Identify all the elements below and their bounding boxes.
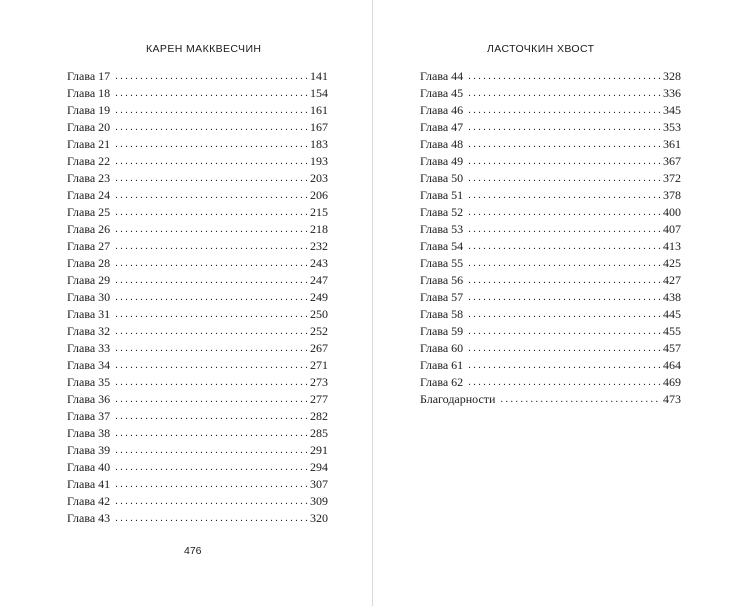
toc-entry-title: Глава 41 (67, 477, 111, 491)
dot-leader (115, 136, 308, 153)
toc-entry (67, 476, 328, 493)
toc-entry-title: Глава 45 (420, 86, 464, 100)
toc-entry (67, 221, 328, 238)
toc-entry (420, 68, 681, 85)
toc-entry-page-number: 353 (663, 120, 681, 134)
toc-entry-page-number: 250 (310, 307, 328, 321)
toc-entry-title: Глава 40 (67, 460, 111, 474)
toc-entry-page-number: 400 (663, 205, 681, 219)
dot-leader (115, 408, 308, 425)
toc-entry (67, 153, 328, 170)
toc-entry-title: Глава 19 (67, 103, 111, 117)
toc-entry (420, 255, 681, 272)
table-of-contents-left (67, 68, 328, 527)
toc-entry-page-number: 215 (310, 205, 328, 219)
toc-entry-title: Глава 47 (420, 120, 464, 134)
page-number: 476 (184, 545, 202, 557)
dot-leader (468, 340, 661, 357)
toc-entry-page-number: 252 (310, 324, 328, 338)
toc-entry-page-number: 249 (310, 290, 328, 304)
toc-entry (67, 85, 328, 102)
toc-entry (67, 289, 328, 306)
toc-entry-page-number: 464 (663, 358, 681, 372)
toc-entry-page-number: 285 (310, 426, 328, 440)
dot-leader (115, 306, 308, 323)
toc-entry-title: Глава 26 (67, 222, 111, 236)
toc-entry-title: Глава 52 (420, 205, 464, 219)
toc-entry (420, 374, 681, 391)
dot-leader (468, 85, 661, 102)
dot-leader (115, 476, 308, 493)
toc-entry-title: Глава 60 (420, 341, 464, 355)
toc-entry-page-number: 141 (310, 69, 328, 83)
toc-entry-title: Глава 56 (420, 273, 464, 287)
toc-entry (67, 493, 328, 510)
toc-entry (67, 391, 328, 408)
toc-entry (67, 340, 328, 357)
right-page (373, 0, 750, 606)
toc-entry-page-number: 193 (310, 154, 328, 168)
toc-entry (420, 85, 681, 102)
dot-leader (468, 136, 661, 153)
toc-entry (67, 238, 328, 255)
toc-entry-page-number: 277 (310, 392, 328, 406)
toc-entry (67, 357, 328, 374)
left-page (0, 0, 372, 606)
toc-entry-title: Глава 53 (420, 222, 464, 236)
dot-leader (115, 204, 308, 221)
toc-entry (420, 391, 681, 408)
toc-entry-title: Глава 22 (67, 154, 111, 168)
toc-entry-title: Глава 51 (420, 188, 464, 202)
dot-leader (115, 187, 308, 204)
toc-entry (420, 119, 681, 136)
toc-entry-page-number: 457 (663, 341, 681, 355)
toc-entry-title: Глава 24 (67, 188, 111, 202)
dot-leader (468, 153, 661, 170)
dot-leader (115, 425, 308, 442)
toc-entry (420, 136, 681, 153)
toc-entry-page-number: 367 (663, 154, 681, 168)
toc-entry (67, 459, 328, 476)
toc-entry-page-number: 271 (310, 358, 328, 372)
toc-entry (67, 442, 328, 459)
dot-leader (468, 238, 661, 255)
dot-leader (468, 289, 661, 306)
dot-leader (115, 238, 308, 255)
toc-entry-page-number: 243 (310, 256, 328, 270)
toc-entry-page-number: 407 (663, 222, 681, 236)
toc-entry-page-number: 232 (310, 239, 328, 253)
toc-entry (420, 323, 681, 340)
toc-entry-page-number: 425 (663, 256, 681, 270)
toc-entry-page-number: 161 (310, 103, 328, 117)
toc-entry-page-number: 413 (663, 239, 681, 253)
toc-entry (420, 357, 681, 374)
dot-leader (468, 221, 661, 238)
toc-entry-title: Глава 36 (67, 392, 111, 406)
toc-entry-page-number: 167 (310, 120, 328, 134)
toc-entry (420, 238, 681, 255)
toc-entry-title: Глава 62 (420, 375, 464, 389)
toc-entry (67, 102, 328, 119)
dot-leader (115, 374, 308, 391)
toc-entry-page-number: 378 (663, 188, 681, 202)
toc-entry-title: Глава 49 (420, 154, 464, 168)
running-head-author: КАРЕН МАККВЕСЧИН (146, 43, 262, 55)
toc-entry-title: Глава 28 (67, 256, 111, 270)
toc-entry (67, 136, 328, 153)
dot-leader (115, 442, 308, 459)
dot-leader (115, 493, 308, 510)
toc-entry-page-number: 469 (663, 375, 681, 389)
dot-leader (468, 306, 661, 323)
toc-entry-title: Глава 61 (420, 358, 464, 372)
dot-leader (468, 102, 661, 119)
toc-entry (67, 374, 328, 391)
toc-entry-page-number: 309 (310, 494, 328, 508)
dot-leader (115, 459, 308, 476)
toc-entry-title: Глава 34 (67, 358, 111, 372)
toc-entry-title: Глава 27 (67, 239, 111, 253)
toc-entry (67, 272, 328, 289)
toc-entry-title: Глава 43 (67, 511, 111, 525)
dot-leader (468, 323, 661, 340)
toc-entry (67, 510, 328, 527)
toc-entry-page-number: 154 (310, 86, 328, 100)
toc-entry (67, 306, 328, 323)
toc-entry (420, 170, 681, 187)
toc-entry-page-number: 455 (663, 324, 681, 338)
toc-entry-page-number: 336 (663, 86, 681, 100)
toc-entry-title: Глава 48 (420, 137, 464, 151)
table-of-contents-right (420, 68, 681, 408)
dot-leader (115, 272, 308, 289)
toc-entry (420, 102, 681, 119)
toc-entry (420, 306, 681, 323)
toc-entry-page-number: 206 (310, 188, 328, 202)
toc-entry-page-number: 307 (310, 477, 328, 491)
toc-entry (420, 272, 681, 289)
toc-entry-title: Глава 50 (420, 171, 464, 185)
dot-leader (115, 340, 308, 357)
dot-leader (468, 187, 661, 204)
dot-leader (115, 357, 308, 374)
toc-entry-title: Глава 30 (67, 290, 111, 304)
toc-entry-title: Глава 42 (67, 494, 111, 508)
toc-entry-title: Глава 17 (67, 69, 111, 83)
toc-entry-page-number: 372 (663, 171, 681, 185)
toc-entry (420, 340, 681, 357)
toc-entry-title: Глава 21 (67, 137, 111, 151)
toc-entry-title: Глава 37 (67, 409, 111, 423)
dot-leader (115, 323, 308, 340)
toc-entry-title: Глава 46 (420, 103, 464, 117)
toc-entry-page-number: 320 (310, 511, 328, 525)
toc-entry-page-number: 218 (310, 222, 328, 236)
toc-entry-page-number: 438 (663, 290, 681, 304)
toc-entry (67, 204, 328, 221)
toc-entry-title: Благодарности (420, 392, 496, 406)
dot-leader (115, 170, 308, 187)
toc-entry (420, 153, 681, 170)
toc-entry (67, 255, 328, 272)
dot-leader (115, 102, 308, 119)
toc-entry-title: Глава 59 (420, 324, 464, 338)
toc-entry-title: Глава 57 (420, 290, 464, 304)
running-head-title: ЛАСТОЧКИН ХВОСТ (487, 43, 595, 55)
toc-entry-page-number: 247 (310, 273, 328, 287)
toc-entry (420, 289, 681, 306)
toc-entry-title: Глава 18 (67, 86, 111, 100)
toc-entry (67, 68, 328, 85)
toc-entry (420, 221, 681, 238)
toc-entry-title: Глава 44 (420, 69, 464, 83)
toc-entry (67, 119, 328, 136)
toc-entry-page-number: 273 (310, 375, 328, 389)
dot-leader (115, 221, 308, 238)
toc-entry-title: Глава 23 (67, 171, 111, 185)
toc-entry-title: Глава 55 (420, 256, 464, 270)
toc-entry-title: Глава 25 (67, 205, 111, 219)
toc-entry-page-number: 345 (663, 103, 681, 117)
toc-entry-page-number: 427 (663, 273, 681, 287)
dot-leader (468, 272, 661, 289)
toc-entry-title: Глава 54 (420, 239, 464, 253)
toc-entry-title: Глава 20 (67, 120, 111, 134)
toc-entry-page-number: 291 (310, 443, 328, 457)
toc-entry-page-number: 473 (663, 392, 681, 406)
toc-entry-page-number: 361 (663, 137, 681, 151)
toc-entry-title: Глава 39 (67, 443, 111, 457)
toc-entry-title: Глава 58 (420, 307, 464, 321)
toc-entry (67, 187, 328, 204)
toc-entry (67, 425, 328, 442)
toc-entry-page-number: 267 (310, 341, 328, 355)
dot-leader (115, 119, 308, 136)
dot-leader (115, 68, 308, 85)
toc-entry (420, 187, 681, 204)
dot-leader (115, 255, 308, 272)
dot-leader (115, 391, 308, 408)
dot-leader (468, 255, 661, 272)
toc-entry-title: Глава 35 (67, 375, 111, 389)
toc-entry-page-number: 328 (663, 69, 681, 83)
dot-leader (468, 119, 661, 136)
dot-leader (468, 68, 661, 85)
dot-leader (115, 510, 308, 527)
toc-entry-page-number: 282 (310, 409, 328, 423)
dot-leader (500, 391, 661, 408)
dot-leader (468, 204, 661, 221)
toc-entry-title: Глава 33 (67, 341, 111, 355)
dot-leader (468, 357, 661, 374)
toc-entry (67, 170, 328, 187)
toc-entry-title: Глава 31 (67, 307, 111, 321)
toc-entry-page-number: 183 (310, 137, 328, 151)
toc-entry-title: Глава 29 (67, 273, 111, 287)
toc-entry (67, 323, 328, 340)
toc-entry-page-number: 203 (310, 171, 328, 185)
toc-entry (67, 408, 328, 425)
dot-leader (115, 85, 308, 102)
dot-leader (468, 170, 661, 187)
dot-leader (115, 289, 308, 306)
dot-leader (468, 374, 661, 391)
toc-entry-page-number: 445 (663, 307, 681, 321)
toc-entry-title: Глава 38 (67, 426, 111, 440)
toc-entry (420, 204, 681, 221)
dot-leader (115, 153, 308, 170)
toc-entry-page-number: 294 (310, 460, 328, 474)
toc-entry-title: Глава 32 (67, 324, 111, 338)
